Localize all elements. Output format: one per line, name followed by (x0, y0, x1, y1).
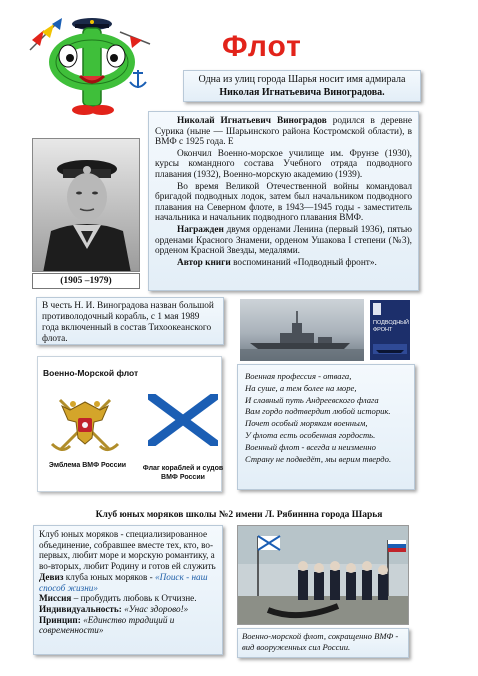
club-motto (39, 572, 217, 593)
poem-box (237, 364, 415, 490)
intro-box (183, 70, 421, 102)
awards-label: Награжден (177, 224, 224, 235)
intro-line-2: Николая Игнатьевича Виноградова. (219, 87, 385, 98)
poem-line: И славный путь Андреевского флага (245, 394, 379, 405)
book-title: ПОДВОДНЫЙ ФРОНТ (373, 320, 409, 333)
bio-paragraph-4 (155, 225, 412, 257)
fleet-logo (20, 10, 180, 120)
emblem-label: Эмблема ВМФ России (48, 462, 127, 469)
club-photo (237, 525, 409, 625)
poem-line: Страну не подведёт, мы верим твердо. (245, 453, 392, 464)
principle-label: Принцип: (39, 614, 81, 625)
motto-value: «Поиск - наш способ жизни» (39, 571, 208, 593)
bio-paragraph-5 (155, 258, 412, 269)
st-andrew-flag-icon (148, 394, 218, 446)
warship-photo (240, 299, 364, 361)
admiral-portrait (32, 138, 140, 272)
life-years: (1905 –1979) (32, 273, 140, 289)
bio-text-1: родился в деревне Сурика (ныне — Шарьинского района Костромской области), в ВМФ с 1925 года. Е (155, 116, 412, 148)
author-label: Автор книги (177, 257, 231, 268)
author-text: воспоминаний «Подводный фронт». (230, 257, 377, 268)
biography-box (148, 111, 419, 291)
club-info-box (33, 525, 223, 655)
poem-line: На суше, а тем более на море, (245, 382, 357, 393)
poem-line: Военный флот - всегда и неизменно (245, 441, 376, 452)
motto-text: клуба юных моряков - (63, 571, 155, 582)
book-cover (370, 300, 410, 360)
poem-line: Почет особый морякам военным, (245, 418, 368, 429)
mission-value: – пробудить любовь к Отчизне. (71, 593, 197, 604)
poem-line: У флота есть особенная гордость. (245, 429, 376, 440)
bio-paragraph-3: Во время Великой Отечественной войны командовал бригадой подводных лодок, затем был начальником подводного плавания на Северном флоте, в 1943—1945 годы - заместитель начальника и начальник подводного плавания ВМФ. (155, 181, 412, 224)
navy-emblem-icon (40, 392, 130, 456)
poem-line: Военная профессия - отвага, (245, 371, 352, 381)
club-individuality (39, 604, 217, 615)
bio-paragraph-1 (155, 116, 412, 148)
intro-line-1: Одна из улиц города Шарья носит имя адмирала (198, 74, 406, 85)
club-heading: Клуб юных моряков школы №2 имени Л. Рябиннна города Шарья (95, 510, 383, 520)
mission-label: Миссия (39, 593, 72, 604)
poem-line: Вам гордо подтвердит любой историк. (245, 406, 391, 417)
motto-label: Девиз (39, 571, 64, 582)
navy-title: Военно-Морской флот (43, 368, 139, 378)
bio-name: Николай Игнатьевич Виноградов (177, 116, 327, 126)
club-principle (39, 615, 217, 636)
individuality-value: «Унас здорово!» (121, 603, 189, 614)
navy-caption: Военно-морской флот, сокращенно ВМФ - вид вооруженных сил России. (237, 628, 409, 658)
flag-label: Флаг кораблей и судов ВМФ России (142, 465, 224, 481)
individuality-label: Индивидуальность: (39, 603, 122, 614)
club-intro: Клуб юных моряков - специализированное объединение, собравшее вместе тех, кто, во-первых, любит море и морскую романтику, а во-вторых, любит Родину и готов ей служить (39, 529, 216, 572)
principle-value: «Единство традиций и современности» (39, 614, 175, 636)
ship-memorial-box: В честь Н. И. Виноградова назван большой противолодочный корабль, с 1 мая 1989 года включенный в состав Тихоокеанского флота. (36, 297, 224, 345)
bio-paragraph-2: Окончил Военно-морское училище им. Фрунзе (1930), курсы командного состава Учебного отряда подводного плавания (1932), Военно-морскую академию (1939). (155, 148, 412, 180)
awards-text: двумя орденами Ленина (первый 1936), пятью орденами Красного Знамени, орденом Ушакова I степени (№3), орденом Красной Звезды, медалями. (155, 224, 412, 257)
club-mission (39, 593, 217, 604)
page-title: Флот (222, 30, 302, 63)
